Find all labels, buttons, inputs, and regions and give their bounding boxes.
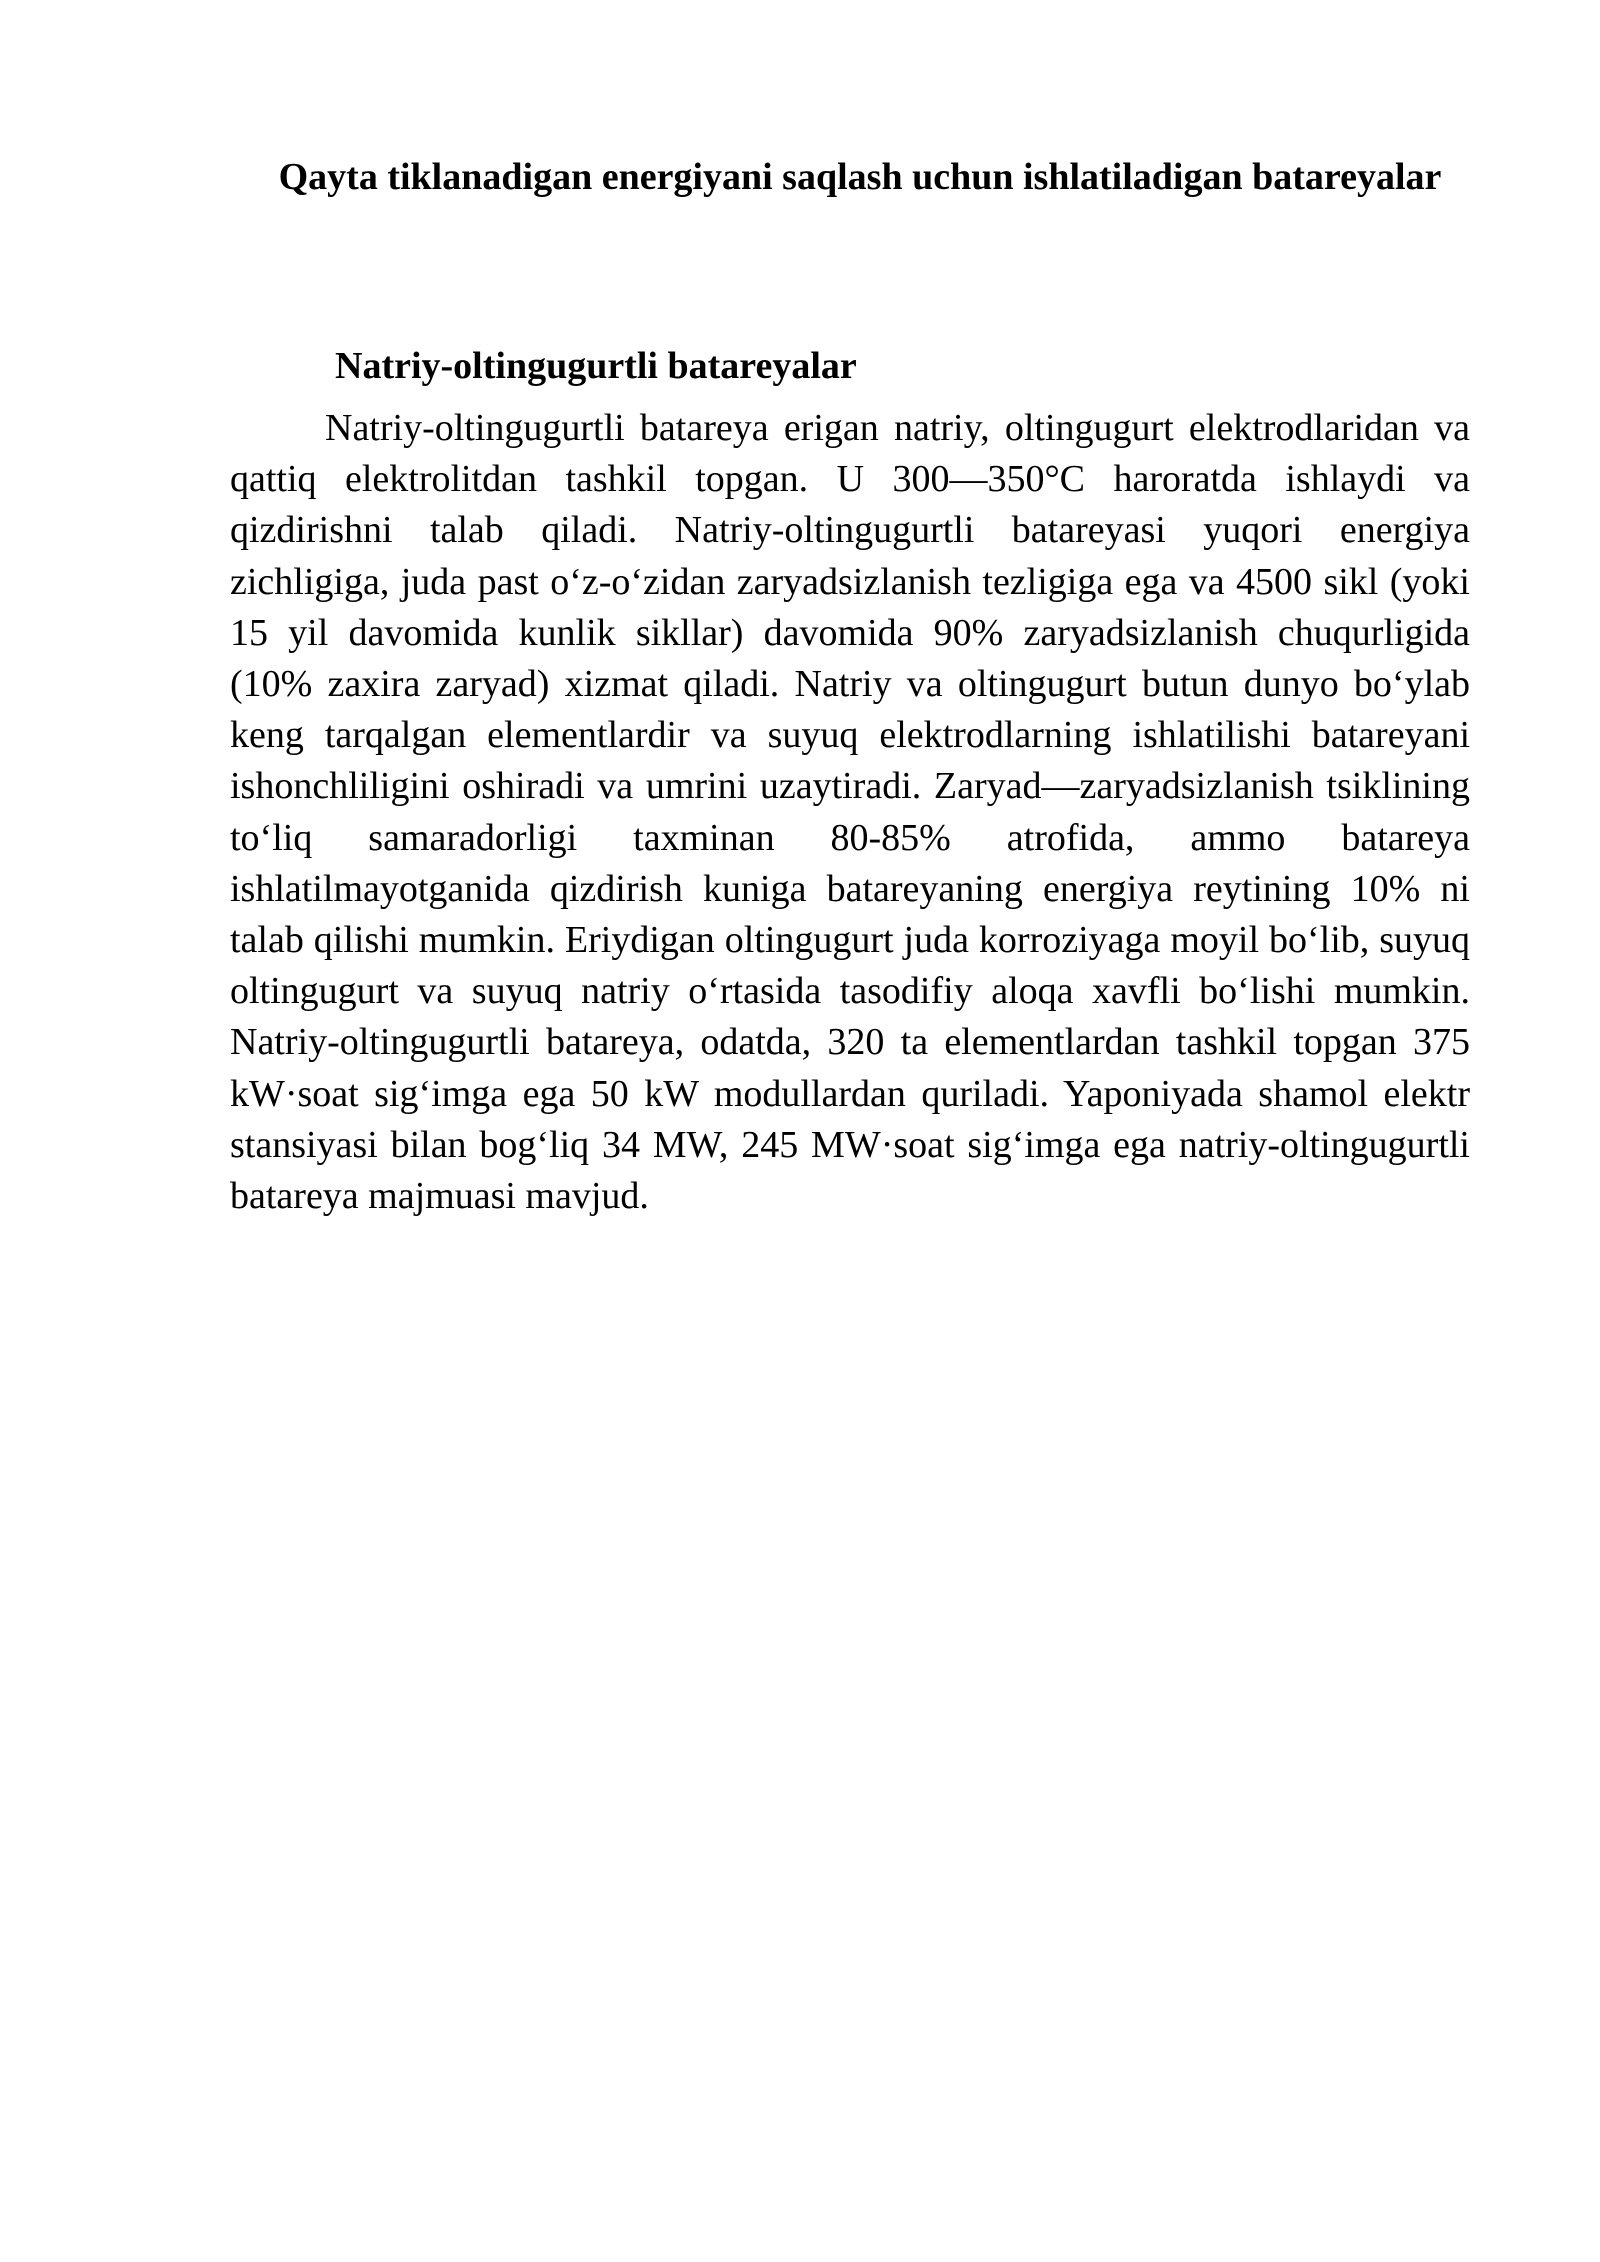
document-title: Qayta tiklanadigan energiyani saqlash uchun ishlatiladigan batareyalar <box>278 156 1442 198</box>
section-heading: Natriy-oltingugurtli batareyalar <box>335 345 857 387</box>
body-paragraph: Natriy-oltingugurtli batareya erigan natriy, oltingugurt elektrodlaridan va qattiq elektrolitdan tashkil topgan. U 300—350°C haroratda ishlaydi va qizdirishni talab qiladi. Natriy-oltingugurtli batareyasi yuqori energiya zichligiga, juda past o‘z-o‘zidan zaryadsizlanish tezligiga ega va 4500 sikl (yoki 15 yil davomida kunlik sikllar) davomida 90% zaryadsizlanish chuqurligida (10% zaxira zaryad) xizmat qiladi. Natriy va oltingugurt butun dunyo bo‘ylab keng tarqalgan elementlardir va suyuq elektrodlarning ishlatilishi batareyani ishonchliligini oshiradi va umrini uzaytiradi. Zaryad—zaryadsizlanish tsiklining to‘liq samaradorligi taxminan 80-85% atrofida, ammo batareya ishlatilmayotganida qizdirish kuniga batareyaning energiya reytining 10% ni talab qilishi mumkin. Eriydigan oltingugurt juda korroziyaga moyil bo‘lib, suyuq oltingugurt va suyuq natriy o‘rtasida tasodifiy aloqa xavfli bo‘lishi mumkin. Natriy-oltingugurtli batareya, odatda, 320 ta elementlardan tashkil topgan 375 kW·soat sig‘imga ega 50 kW modullardan quriladi. Yaponiyada shamol elektr stansiyasi bilan bog‘liq 34 MW, 245 MW·soat sig‘imga ega natriy-oltingugurtli batareya majmuasi mavjud. <box>230 407 1470 1218</box>
